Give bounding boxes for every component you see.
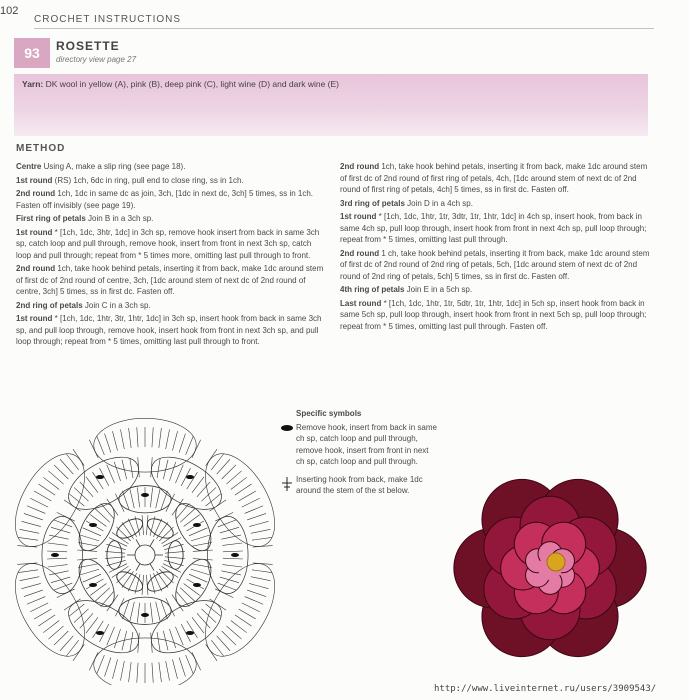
step-label: 2nd ring of petals (16, 300, 83, 310)
step-label: 2nd round (16, 264, 56, 273)
instruction-paragraph (340, 161, 652, 196)
symbol-description: Inserting hook from back, make 1dc around the stem of the st below. (296, 474, 423, 495)
step-label: 3rd ring of petals (340, 198, 405, 208)
page-number: 102 (0, 5, 19, 17)
step-text: 1 ch, take hook behind petals, inserting it from back, make 1dc around stem of first dc of 2nd round of 2nd ring of petals, 5ch, [1dc around stem of next dc of 2nd round of 2nd ring of petals, 5ch] 5 times, ss in first dc. Fasten off. (340, 248, 650, 281)
symbol-description: Remove hook, insert from back in same ch sp, catch loop and pull through, remove hook, insert from front in next ch sp, catch loop and pull through. (296, 422, 437, 466)
step-text: * [1ch, 1dc, 3htr, 1dc] in 3ch sp, remove hook insert from back in same 3ch sp, catch loop and pull through, remove hook, insert from front in next 3ch sp, catch loop and pull through; repeat from * 5 times more, omitting last pull through to front. (16, 227, 320, 260)
instruction-paragraph (16, 188, 328, 211)
instruction-paragraph (340, 298, 652, 333)
step-text: 1ch, take hook behind petals, inserting it from back, make 1dc around stem of first dc of 2nd round of first ring of petals, 4ch, [1dc around stem of next dc of 2nd round of first ring of petals, 4ch] 5 times, ss in first dc. Fasten off. (340, 162, 648, 194)
step-label: 1st round (16, 314, 53, 323)
instruction-paragraph (340, 198, 652, 210)
method-heading: METHOD (16, 143, 66, 154)
instruction-paragraph (16, 227, 328, 262)
instruction-paragraph (16, 175, 328, 187)
step-text: * [1ch, 1dc, 1htr, 3tr, 1htr, 1dc] in 3ch sp, insert hook from back in same 3ch sp, and pull loop through, remove hook, insert hook from front in next 3ch sp, and pull loop through; repeat from * 5 times, omitting last pull through to front. (16, 314, 322, 346)
step-label: First ring of petals (16, 214, 86, 223)
source-url: http://www.liveinternet.ru/users/3909543/ (434, 684, 657, 694)
step-label: 4th ring of petals (340, 285, 405, 294)
instruction-paragraph (340, 248, 652, 283)
instruction-paragraph (16, 161, 328, 173)
step-text: Join C in a 3ch sp. (82, 300, 151, 310)
yarn-info (22, 79, 339, 89)
step-text: Join B in a 3ch sp. (85, 214, 154, 223)
step-text: * [1ch, 1dc, 1htr, 1tr, 5dtr, 1tr, 1htr, 1dc] in 5ch sp, insert hook from back in same 5ch sp, pull loop through, insert hook from front in next 5ch sp, pull loop through; repeat from * 5 times, omitting last pull through. Fasten off. (340, 298, 647, 331)
rosette-photo (420, 450, 680, 680)
step-label: 1st round (16, 175, 53, 185)
instruction-paragraph (16, 263, 328, 298)
step-text: * [1ch, 1dc, 1htr, 1tr, 3dtr, 1tr, 1htr, 1dc] in 4ch sp, insert hook, from back in same 4ch sp, pull loop through, insert hook from front in next 4ch sp, pull loop through; repeat from * 5 times, omitting last pull through. (340, 212, 647, 244)
step-text: Join D in a 4ch sp. (404, 198, 473, 208)
directory-reference: directory view page 27 (56, 55, 137, 64)
symbols-title: Specific symbols (296, 409, 362, 418)
instructions-right-column (340, 161, 652, 334)
section-title: CROCHET INSTRUCTIONS (34, 14, 182, 25)
stem-stitch-cross-icon (278, 474, 296, 492)
step-label: Last round (340, 298, 382, 308)
instruction-paragraph (16, 213, 328, 225)
step-label: 1st round (340, 212, 377, 221)
instruction-paragraph (340, 284, 652, 296)
step-text: 1ch, take hook behind petals, inserting it from back, make 1dc around stem of first dc of 2nd round of centre, 3ch, [1dc around stem of next dc of 2nd round of centre, 3ch] 5 times, ss in first dc. Fasten off. (16, 264, 324, 296)
chart-strokes (1, 418, 289, 685)
yarn-label: Yarn: (22, 79, 44, 89)
instruction-paragraph (16, 313, 328, 348)
step-label: Centre (16, 162, 42, 171)
step-text: Join E in a 5ch sp. (404, 285, 473, 294)
instruction-paragraph (16, 300, 328, 312)
remove-hook-oval-icon (278, 422, 296, 432)
instruction-paragraph (340, 211, 652, 246)
step-label: 2nd round (340, 162, 380, 171)
pattern-number-badge: 93 (14, 38, 50, 68)
header-rule (34, 28, 654, 29)
yarn-description: DK wool in yellow (A), pink (B), deep pink (C), light wine (D) and dark wine (E) (45, 79, 339, 89)
crochet-chart-diagram (0, 405, 290, 685)
step-label: 2nd round (340, 248, 380, 258)
step-text: 1ch, 1dc in same dc as join, 3ch, [1dc in next dc, 3ch] 5 times, ss in 1ch. Fasten off invisibly (see page 19). (16, 189, 314, 210)
instructions-left-column (16, 161, 328, 350)
step-label: 1st round (16, 227, 53, 237)
pattern-title: ROSETTE (56, 39, 120, 53)
step-text: (RS) 1ch, 6dc in ring, pull end to close ring, ss in 1ch. (52, 175, 244, 185)
step-text: Using A, make a slip ring (see page 18). (41, 162, 186, 171)
step-label: 2nd round (16, 189, 56, 198)
flower-petals (454, 479, 646, 656)
